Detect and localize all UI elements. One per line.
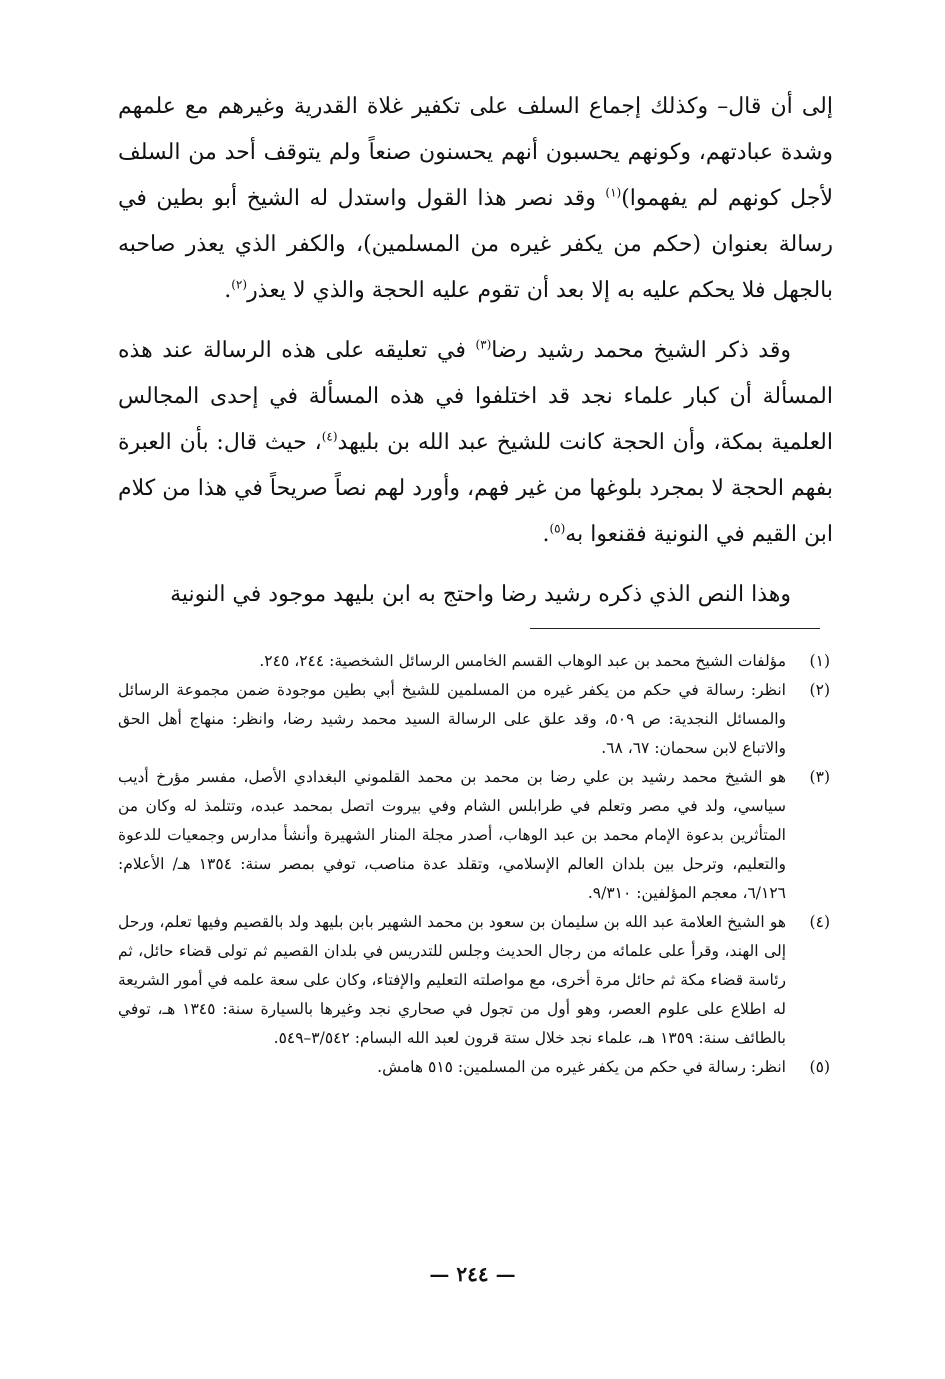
paragraph-text: . [542,522,550,547]
footnote-number: (٥) [809,1058,830,1076]
footnote-ref: (٤) [321,429,338,444]
footnote-2 [118,676,830,763]
footnote-1 [118,647,830,676]
paragraph-text: وقد نصر هذا القول واستدل له الشيخ أبو بطين في رسالة بعنوان (حكم من يكفر غيره من المسلمين)، والكفر الذي يعذر صاحبه بالجهل فلا يحكم عليه به إلا بعد أن تقوم عليه الحجة والذي لا يعذر [118,186,833,303]
paragraph-3 [118,572,833,618]
footnotes [118,647,830,1082]
footnote-3 [118,763,830,908]
footnote-text: مؤلفات الشيخ محمد بن عبد الوهاب القسم الخامس الرسائل الشخصية: ٢٤٤، ٢٤٥. [259,652,786,670]
footnote-ref: (١) [605,185,622,200]
footnote-ref: (٢) [231,277,248,292]
footnote-ref: (٥) [549,521,566,536]
paragraph-2 [118,328,833,558]
footnote-text: انظر: رسالة في حكم من يكفر غيره من المسلمين: ٥١٥ هامش. [377,1058,786,1076]
paragraph-text: إلى أن قال– وكذلك إجماع السلف على تكفير غلاة القدرية وغيرهم مع علمهم وشدة عبادتهم، وكونهم يحسبون أنهم يحسنون صنعاً ولم يتوقف أحد من السلف لأجل كونهم لم يفهموا) [118,94,833,211]
footnote-divider [530,628,820,629]
paragraph-text: وقد ذكر الشيخ محمد رشيد رضا [491,338,791,363]
footnote-text: هو الشيخ محمد رشيد بن علي رضا بن محمد بن محمد القلموني البغدادي الأصل، مفسر مؤرخ أديب سياسي، ولد في مصر وتعلم في طرابلس الشام وفي بيروت اتصل بمحمد عبده، وتتلمذ له وكان من المتأثرين بدعوة الإمام محمد بن عبد الوهاب، أصدر مجلة المنار الشهيرة وأنشأ مدارس وجمعيات للدعوة والتعليم، وترحل بين بلدان العالم الإسلامي، وتقلد عدة مناصب، توفي بمصر سنة: ١٣٥٤ هـ/ الأعلام: ٦/١٢٦، معجم المؤلفين: ٩/٣١٠. [118,768,786,902]
paragraph-text: في تعليقه على هذه الرسالة عند هذه المسألة أن كبار علماء نجد قد اختلفوا في هذه المسألة في إحدى المجالس العلمية بمكة، وأن الحجة كانت للشيخ عبد الله بن بليهد [118,338,833,455]
paragraph-text: ، حيث قال: بأن العبرة بفهم الحجة لا بمجرد بلوغها من غير فهم، وأورد لهم نصاً صريحاً في هذا من كلام ابن القيم في النونية فقنعوا به [118,430,833,547]
paragraph-text: . [224,278,232,303]
paragraph-text: وهذا النص الذي ذكره رشيد رضا واحتج به ابن بليهد موجود في النونية [170,582,791,607]
footnote-number: (٢) [809,681,830,699]
main-text [118,84,833,632]
footnote-4 [118,908,830,1053]
paragraph-1 [118,84,833,314]
footnote-text: انظر: رسالة في حكم من يكفر غيره من المسلمين للشيخ أبي بطين موجودة ضمن مجموعة الرسائل والمسائل النجدية: ص ٥٠٩، وقد علق على الرسالة السيد محمد رشيد رضا، وانظر: منهاج أهل الحق والاتباع لابن سحمان: ٦٧، ٦٨. [118,681,786,757]
footnote-5 [118,1053,830,1082]
footnote-text: هو الشيخ العلامة عبد الله بن سليمان بن سعود بن محمد الشهير بابن بليهد ولد بالقصيم وفيها تعلم، ورحل إلى الهند، وقرأ على علمائه من رجال الحديث وجلس للتدريس في بلدان القصيم ثم تولى قضاء حائل، ثم رئاسة قضاء مكة ثم حائل مرة أخرى، مع مواصلته التعليم والإفتاء، وكان على سعة علمه في أمور الشريعة له اطلاع على علوم العصر، وهو أول من تجول في صحاري نجد وغيرها بالسيارة سنة: ١٣٤٥ هـ، توفي بالطائف سنة: ١٣٥٩ هـ، علماء نجد خلال ستة قرون لعبد الله البسام: ٣/٥٤٢–٥٤٩. [118,913,786,1047]
footnote-number: (٤) [809,913,830,931]
page-number: — ٢٤٤ — [429,1262,516,1286]
footnote-number: (١) [809,652,830,670]
footnote-ref: (٣) [475,337,492,352]
footnote-number: (٣) [809,768,830,786]
